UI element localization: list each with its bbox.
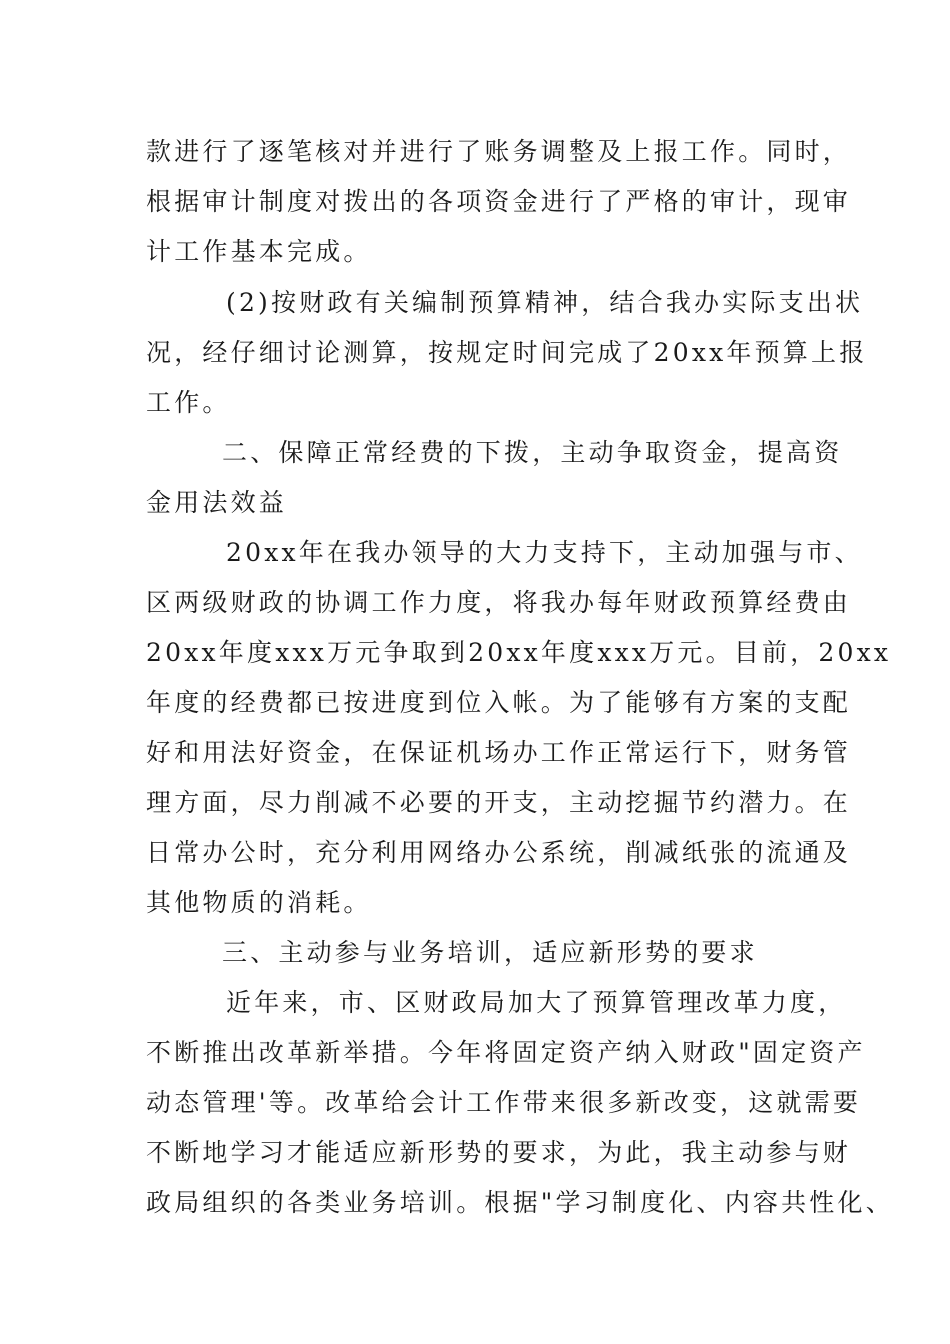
paragraph-line: 区两级财政的协调工作力度，将我办每年财政预算经费由 — [146, 588, 852, 617]
paragraph-line: 不断推出改革新举措。今年将固定资产纳入财政"固定资产 — [146, 1038, 866, 1067]
section-heading: 金用法效益 — [146, 488, 288, 517]
paragraph-line: 政局组织的各类业务培训。根据"学习制度化、内容共性化、 — [146, 1188, 894, 1217]
paragraph-line: 根据审计制度对拨出的各项资金进行了严格的审计，现审 — [146, 187, 852, 216]
section-heading: 三、主动参与业务培训，适应新形势的要求 — [222, 938, 758, 967]
paragraph-line: 不断地学习才能适应新形势的要求，为此，我主动参与财 — [146, 1138, 852, 1167]
paragraph-line: (2)按财政有关编制预算精神，结合我办实际支出状 — [226, 288, 864, 317]
paragraph-line: 款进行了逐笔核对并进行了账务调整及上报工作。同时， — [146, 137, 852, 166]
paragraph-line: 好和用法好资金，在保证机场办工作正常运行下，财务管 — [146, 738, 852, 767]
paragraph-line: 理方面，尽力削减不必要的开支，主动挖掘节约潜力。在 — [146, 788, 852, 817]
paragraph-line: 计工作基本完成。 — [146, 237, 372, 266]
paragraph-line: 20xx年度xxx万元争取到20xx年度xxx万元。目前，20xx — [146, 638, 892, 667]
paragraph-line: 动态管理'等。改革给会计工作带来很多新改变，这就需要 — [146, 1088, 862, 1117]
paragraph-line: 20xx年在我办领导的大力支持下，主动加强与市、 — [226, 538, 863, 567]
paragraph-line: 工作。 — [146, 388, 231, 417]
paragraph-line: 日常办公时，充分利用网络办公系统，削减纸张的流通及 — [146, 838, 852, 867]
section-heading: 二、保障正常经费的下拨，主动争取资金，提高资 — [222, 438, 843, 467]
paragraph-line: 年度的经费都已按进度到位入帐。为了能够有方案的支配 — [146, 688, 852, 717]
paragraph-line: 其他物质的消耗。 — [146, 888, 372, 917]
paragraph-line: 近年来，市、区财政局加大了预算管理改革力度， — [226, 988, 847, 1017]
paragraph-line: 况，经仔细讨论测算，按规定时间完成了20xx年预算上报 — [146, 338, 868, 367]
